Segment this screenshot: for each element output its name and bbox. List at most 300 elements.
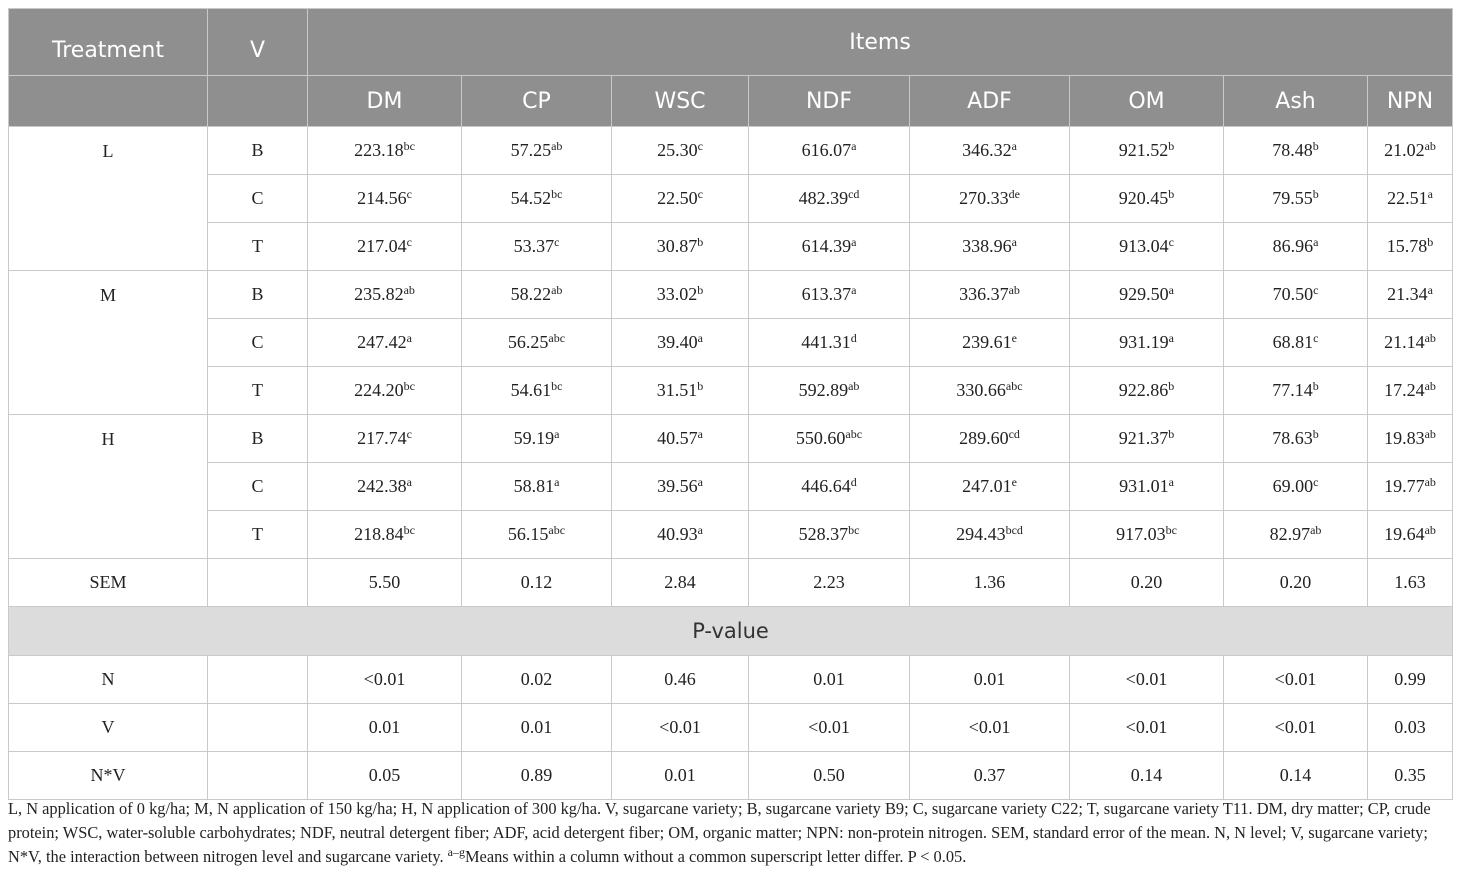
cell-value: 57.25 (510, 140, 552, 160)
cell-superscript: a (1427, 187, 1433, 201)
header-treatment: Treatment (9, 9, 208, 76)
table-body (9, 127, 1453, 800)
cell-value: 19.64 (1384, 524, 1425, 544)
cell-value: 922.86 (1118, 380, 1169, 400)
cell-superscript: a (554, 475, 560, 489)
pvalue-factor-label: V (9, 704, 208, 752)
value-cell (308, 415, 462, 463)
cell-value: 21.34 (1387, 284, 1428, 304)
results-table (8, 8, 1453, 800)
footnote-text: L, N application of 0 kg/ha; M, N application of 150 kg/ha; H, N application of 300 kg/ha. V, sugarcane variety; B, sugarcane variety B9; C, sugarcane variety C22; T, sugarcane variety T11. DM, dry matter; CP, crude protein; WSC, water-soluble carbohydrates; NDF, neutral detergent fiber; ADF, acid detergent fiber; OM, organic matter; NPN: non-protein nitrogen. SEM, standard error of the mean. N, N level; V, sugarcane variety; N*V, the interaction between nitrogen level and sugarcane variety. (8, 799, 1431, 866)
cell-superscript: a (851, 235, 857, 249)
cell-value: 239.61 (962, 332, 1012, 352)
value-cell (910, 319, 1070, 367)
value-cell (462, 271, 612, 319)
sem-value: 2.23 (749, 559, 910, 607)
cell-value: 56.25 (507, 332, 549, 352)
value-cell (308, 511, 462, 559)
variety-cell: B (208, 271, 308, 319)
cell-value: 19.77 (1384, 476, 1425, 496)
cell-superscript: c (1313, 475, 1319, 489)
cell-superscript: b (697, 283, 704, 297)
value-cell (1224, 415, 1368, 463)
column-header-wsc: WSC (612, 76, 749, 127)
sem-value: 0.12 (462, 559, 612, 607)
cell-superscript: b (1168, 139, 1175, 153)
pvalue-row (9, 656, 1453, 704)
sem-value: 1.36 (910, 559, 1070, 607)
cell-value: 56.15 (507, 524, 549, 544)
cell-superscript: c (1313, 283, 1319, 297)
pvalue-section-row (9, 607, 1453, 656)
value-cell (1070, 223, 1224, 271)
column-header-dm: DM (308, 76, 462, 127)
column-header-ndf: NDF (749, 76, 910, 127)
cell-value: 68.81 (1272, 332, 1314, 352)
value-cell (749, 367, 910, 415)
cell-superscript: ab (1310, 523, 1322, 537)
cell-value: 921.52 (1118, 140, 1169, 160)
cell-value: 33.02 (656, 284, 698, 304)
table-row (9, 319, 1453, 367)
treatment-cell: M (9, 271, 208, 415)
empty-cell (208, 752, 308, 800)
pvalue-cell: 0.01 (308, 704, 462, 752)
cell-superscript: ab (551, 283, 563, 297)
sem-value: 0.20 (1224, 559, 1368, 607)
column-header-npn: NPN (1368, 76, 1453, 127)
cell-superscript: a (406, 475, 412, 489)
table-container (8, 8, 1452, 800)
cell-superscript: a (697, 427, 703, 441)
cell-value: 15.78 (1386, 236, 1428, 256)
cell-superscript: bcd (1005, 523, 1023, 537)
cell-value: 528.37 (798, 524, 849, 544)
header-blank (208, 76, 308, 127)
cell-value: 346.32 (962, 140, 1012, 160)
cell-value: 921.37 (1118, 428, 1169, 448)
value-cell (1224, 367, 1368, 415)
cell-value: 17.24 (1384, 380, 1425, 400)
value-cell (612, 319, 749, 367)
cell-superscript: b (1312, 379, 1319, 393)
cell-value: 917.03 (1116, 524, 1166, 544)
pvalue-cell: <0.01 (1070, 704, 1224, 752)
cell-value: 913.04 (1119, 236, 1169, 256)
value-cell (910, 367, 1070, 415)
value-cell (1368, 415, 1453, 463)
treatment-cell: L (9, 127, 208, 271)
sem-value: 0.20 (1070, 559, 1224, 607)
value-cell (749, 463, 910, 511)
pvalue-cell: 0.01 (910, 656, 1070, 704)
cell-superscript: bc (1165, 523, 1177, 537)
variety-cell: C (208, 463, 308, 511)
column-header-cp: CP (462, 76, 612, 127)
cell-value: 77.14 (1272, 380, 1313, 400)
pvalue-cell: 0.35 (1368, 752, 1453, 800)
value-cell (308, 367, 462, 415)
column-header-ash: Ash (1224, 76, 1368, 127)
cell-value: 21.14 (1384, 332, 1425, 352)
value-cell (308, 127, 462, 175)
pvalue-cell: 0.01 (612, 752, 749, 800)
variety-cell: B (208, 415, 308, 463)
cell-value: 242.38 (357, 476, 407, 496)
cell-superscript: cd (1008, 427, 1020, 441)
cell-superscript: c (1168, 235, 1174, 249)
cell-superscript: abc (1005, 379, 1023, 393)
value-cell (1070, 511, 1224, 559)
value-cell (910, 463, 1070, 511)
cell-superscript: a (1313, 235, 1319, 249)
treatment-cell: H (9, 415, 208, 559)
footnote-text-end: Means within a column without a common superscript letter differ. P < 0.05. (464, 847, 967, 866)
value-cell (462, 367, 612, 415)
value-cell (1070, 319, 1224, 367)
cell-superscript: b (1312, 427, 1319, 441)
variety-cell: B (208, 127, 308, 175)
table-row (9, 367, 1453, 415)
cell-value: 82.97 (1269, 524, 1311, 544)
pvalue-cell: <0.01 (612, 704, 749, 752)
value-cell (1224, 319, 1368, 367)
table-row (9, 127, 1453, 175)
value-cell (612, 271, 749, 319)
header-blank (9, 76, 208, 127)
value-cell (1368, 463, 1453, 511)
header-items: Items (308, 9, 1453, 76)
cell-value: 294.43 (956, 524, 1006, 544)
cell-superscript: ab (1424, 475, 1436, 489)
cell-superscript: b (697, 379, 704, 393)
value-cell (749, 223, 910, 271)
cell-value: 22.50 (657, 188, 698, 208)
value-cell (749, 511, 910, 559)
cell-value: 616.07 (801, 140, 852, 160)
empty-cell (208, 559, 308, 607)
cell-value: 920.45 (1118, 188, 1169, 208)
value-cell (462, 319, 612, 367)
cell-superscript: a (851, 139, 857, 153)
cell-value: 39.56 (657, 476, 698, 496)
variety-cell: T (208, 223, 308, 271)
cell-value: 931.19 (1119, 332, 1169, 352)
cell-value: 58.81 (513, 476, 555, 496)
pvalue-cell: 0.14 (1070, 752, 1224, 800)
value-cell (1070, 367, 1224, 415)
value-cell (308, 223, 462, 271)
cell-superscript: a (554, 427, 560, 441)
cell-value: 613.37 (801, 284, 852, 304)
cell-superscript: b (1168, 379, 1175, 393)
value-cell (612, 223, 749, 271)
cell-value: 214.56 (357, 188, 407, 208)
cell-superscript: a (697, 475, 703, 489)
cell-superscript: a (697, 331, 703, 345)
cell-value: 217.74 (357, 428, 407, 448)
cell-value: 21.02 (1384, 140, 1425, 160)
cell-value: 929.50 (1119, 284, 1169, 304)
value-cell (462, 415, 612, 463)
value-cell (910, 127, 1070, 175)
cell-value: 931.01 (1119, 476, 1169, 496)
pvalue-cell: 0.03 (1368, 704, 1453, 752)
value-cell (612, 511, 749, 559)
cell-superscript: c (406, 235, 412, 249)
pvalue-cell: 0.01 (462, 704, 612, 752)
pvalue-cell: 0.05 (308, 752, 462, 800)
cell-value: 446.64 (801, 476, 851, 496)
cell-superscript: c (554, 235, 560, 249)
cell-superscript: c (1313, 331, 1319, 345)
cell-superscript: b (1168, 187, 1175, 201)
value-cell (910, 223, 1070, 271)
cell-superscript: bc (403, 379, 415, 393)
value-cell (1070, 271, 1224, 319)
pvalue-section-label: P-value (9, 607, 1453, 656)
cell-superscript: abc (548, 523, 566, 537)
cell-superscript: ab (848, 379, 860, 393)
cell-value: 39.40 (657, 332, 698, 352)
value-cell (1368, 319, 1453, 367)
column-header-row (9, 76, 1453, 127)
cell-value: 235.82 (354, 284, 404, 304)
value-cell (1368, 175, 1453, 223)
footnote-superscript: a–g (447, 845, 465, 859)
cell-superscript: b (1168, 427, 1175, 441)
cell-superscript: c (697, 187, 703, 201)
cell-value: 550.60 (795, 428, 846, 448)
value-cell (1368, 271, 1453, 319)
cell-superscript: b (1312, 139, 1319, 153)
cell-value: 58.22 (510, 284, 552, 304)
value-cell (612, 415, 749, 463)
cell-value: 54.52 (510, 188, 552, 208)
cell-value: 614.39 (801, 236, 852, 256)
value-cell (1368, 367, 1453, 415)
value-cell (308, 463, 462, 511)
cell-superscript: b (697, 235, 704, 249)
value-cell (1224, 463, 1368, 511)
cell-value: 217.04 (357, 236, 407, 256)
cell-superscript: a (1011, 235, 1017, 249)
column-header-om: OM (1070, 76, 1224, 127)
pvalue-cell: 0.46 (612, 656, 749, 704)
cell-value: 25.30 (657, 140, 698, 160)
value-cell (1368, 223, 1453, 271)
pvalue-factor-label: N (9, 656, 208, 704)
cell-superscript: b (1312, 187, 1319, 201)
value-cell (1070, 415, 1224, 463)
cell-value: 40.93 (657, 524, 698, 544)
value-cell (462, 463, 612, 511)
cell-superscript: e (1011, 475, 1017, 489)
cell-superscript: e (1011, 331, 1017, 345)
cell-value: 441.31 (801, 332, 851, 352)
cell-value: 30.87 (656, 236, 698, 256)
cell-value: 78.48 (1272, 140, 1313, 160)
value-cell (1070, 127, 1224, 175)
pvalue-cell: <0.01 (1224, 656, 1368, 704)
pvalue-cell: <0.01 (1070, 656, 1224, 704)
cell-superscript: d (850, 475, 857, 489)
cell-value: 330.66 (956, 380, 1006, 400)
value-cell (1224, 127, 1368, 175)
cell-value: 218.84 (354, 524, 404, 544)
pvalue-cell: 0.99 (1368, 656, 1453, 704)
cell-superscript: c (406, 427, 412, 441)
pvalue-factor-label: N*V (9, 752, 208, 800)
cell-value: 31.51 (656, 380, 698, 400)
cell-superscript: a (1168, 475, 1174, 489)
sem-value: 2.84 (612, 559, 749, 607)
cell-superscript: ab (1424, 379, 1436, 393)
value-cell (1070, 463, 1224, 511)
value-cell (1224, 175, 1368, 223)
cell-value: 223.18 (354, 140, 404, 160)
cell-value: 40.57 (657, 428, 698, 448)
pvalue-cell: 0.01 (749, 656, 910, 704)
value-cell (462, 223, 612, 271)
value-cell (749, 127, 910, 175)
cell-superscript: c (406, 187, 412, 201)
cell-superscript: a (406, 331, 412, 345)
pvalue-cell: 0.02 (462, 656, 612, 704)
cell-superscript: a (1427, 283, 1433, 297)
pvalue-cell: <0.01 (749, 704, 910, 752)
cell-superscript: a (1011, 139, 1017, 153)
table-row (9, 223, 1453, 271)
cell-superscript: bc (403, 523, 415, 537)
sem-value: 5.50 (308, 559, 462, 607)
table-row (9, 175, 1453, 223)
pvalue-cell: <0.01 (308, 656, 462, 704)
sem-label: SEM (9, 559, 208, 607)
value-cell (462, 175, 612, 223)
value-cell (749, 319, 910, 367)
value-cell (910, 415, 1070, 463)
value-cell (462, 127, 612, 175)
empty-cell (208, 656, 308, 704)
cell-superscript: ab (1424, 427, 1436, 441)
cell-superscript: cd (848, 187, 860, 201)
cell-value: 22.51 (1387, 188, 1428, 208)
cell-superscript: de (1008, 187, 1020, 201)
value-cell (1070, 175, 1224, 223)
cell-value: 482.39 (798, 188, 849, 208)
cell-superscript: bc (551, 187, 563, 201)
column-header-adf: ADF (910, 76, 1070, 127)
cell-value: 224.20 (354, 380, 404, 400)
cell-value: 86.96 (1272, 236, 1314, 256)
empty-cell (208, 704, 308, 752)
pvalue-cell: 0.37 (910, 752, 1070, 800)
value-cell (612, 367, 749, 415)
cell-superscript: c (697, 139, 703, 153)
table-header (9, 9, 1453, 127)
cell-superscript: d (850, 331, 857, 345)
sem-row (9, 559, 1453, 607)
table-row (9, 271, 1453, 319)
cell-superscript: a (1168, 331, 1174, 345)
variety-cell: T (208, 511, 308, 559)
pvalue-cell: <0.01 (910, 704, 1070, 752)
cell-superscript: a (697, 523, 703, 537)
value-cell (612, 463, 749, 511)
cell-superscript: ab (1424, 331, 1436, 345)
cell-value: 247.42 (357, 332, 407, 352)
cell-superscript: bc (403, 139, 415, 153)
cell-value: 79.55 (1272, 188, 1313, 208)
variety-cell: C (208, 175, 308, 223)
sem-value: 1.63 (1368, 559, 1453, 607)
value-cell (1224, 271, 1368, 319)
value-cell (308, 271, 462, 319)
cell-superscript: ab (551, 139, 563, 153)
value-cell (749, 175, 910, 223)
cell-value: 69.00 (1272, 476, 1314, 496)
value-cell (308, 175, 462, 223)
cell-value: 338.96 (962, 236, 1012, 256)
value-cell (612, 127, 749, 175)
cell-superscript: abc (548, 331, 566, 345)
value-cell (462, 511, 612, 559)
pvalue-cell: 0.89 (462, 752, 612, 800)
table-row (9, 463, 1453, 511)
cell-value: 78.63 (1272, 428, 1313, 448)
cell-superscript: bc (551, 379, 563, 393)
cell-superscript: a (851, 283, 857, 297)
variety-cell: C (208, 319, 308, 367)
cell-value: 592.89 (798, 380, 849, 400)
pvalue-row (9, 752, 1453, 800)
cell-value: 54.61 (510, 380, 552, 400)
cell-superscript: ab (403, 283, 415, 297)
pvalue-cell: 0.50 (749, 752, 910, 800)
header-v: V (208, 9, 308, 76)
value-cell (1368, 511, 1453, 559)
cell-value: 59.19 (513, 428, 555, 448)
cell-superscript: b (1427, 235, 1434, 249)
pvalue-row (9, 704, 1453, 752)
cell-superscript: ab (1424, 139, 1436, 153)
value-cell (1224, 511, 1368, 559)
cell-value: 53.37 (513, 236, 555, 256)
cell-superscript: abc (845, 427, 863, 441)
cell-value: 247.01 (962, 476, 1012, 496)
value-cell (1224, 223, 1368, 271)
cell-value: 70.50 (1272, 284, 1314, 304)
value-cell (910, 271, 1070, 319)
table-footnote (8, 797, 1454, 869)
cell-value: 19.83 (1384, 428, 1425, 448)
cell-value: 336.37 (959, 284, 1009, 304)
value-cell (308, 319, 462, 367)
value-cell (612, 175, 749, 223)
cell-superscript: a (1168, 283, 1174, 297)
value-cell (1368, 127, 1453, 175)
cell-value: 289.60 (959, 428, 1009, 448)
pvalue-cell: 0.14 (1224, 752, 1368, 800)
value-cell (749, 271, 910, 319)
table-row (9, 511, 1453, 559)
value-cell (910, 511, 1070, 559)
cell-superscript: bc (848, 523, 860, 537)
cell-superscript: ab (1424, 523, 1436, 537)
variety-cell: T (208, 367, 308, 415)
pvalue-cell: <0.01 (1224, 704, 1368, 752)
